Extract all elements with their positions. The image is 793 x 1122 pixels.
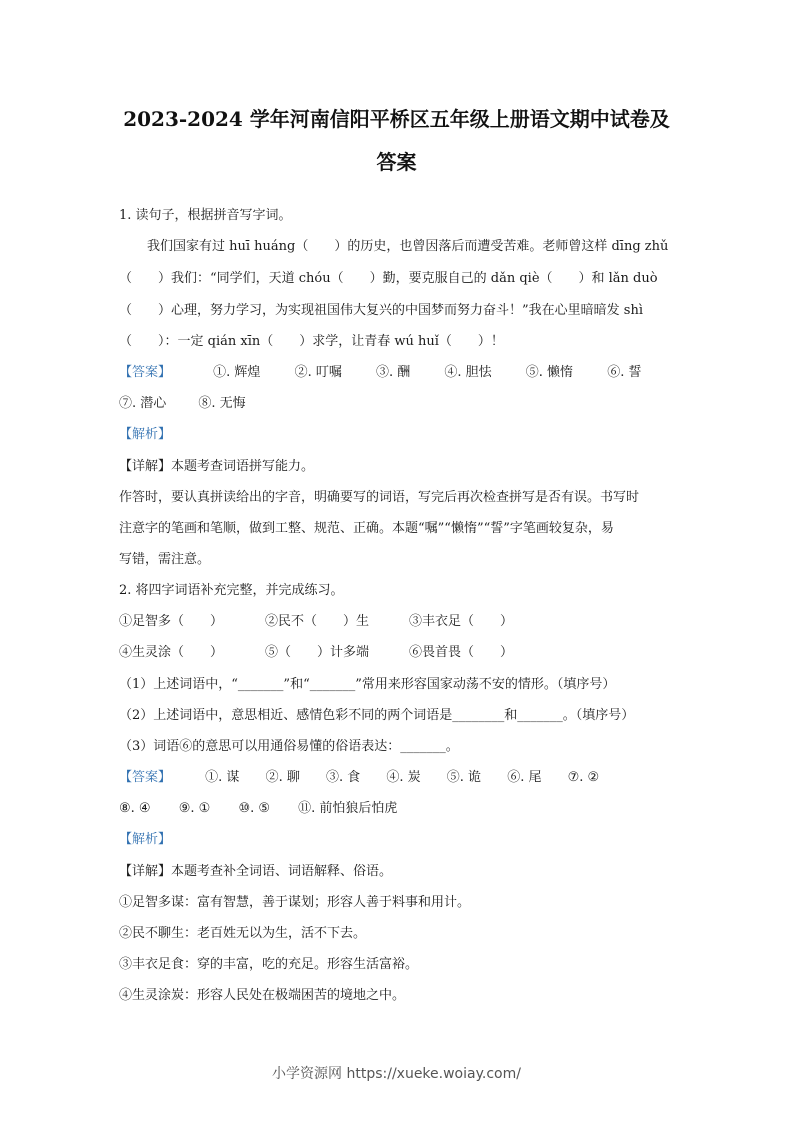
q2-row: ④生灵涂（ ） ⑤（ ）计多端 ⑥畏首畏（ ） [119,645,514,660]
detail-line: 注意字的笔画和笔顺，做到工整、规范、正确。本题“嘱”“懒惰”“誓”字笔画较复杂，易 [119,521,614,536]
detail-line: ④生灵涂炭：形容人民处在极端困苦的境地之中。 [119,988,406,1003]
q2-sub: （2）上述词语中，意思相近、感情色彩不同的两个词语是________和_______。（填序号） [119,708,635,723]
q1-passage-line: （ ）我们：“同学们，天道 chóu（ ）勤，要克服自己的 dǎn qiè（ ）和 lǎn duò [119,271,658,286]
detail-line: ①足智多谋：富有智慧，善于谋划；形容人善于料事和用计。 [119,895,471,910]
answer-label: 【答案】 [119,365,172,380]
detail-line: 作答时，要认真拼读给出的字音，明确要写的词语，写完后再次检查拼写是否有误。书写时 [119,490,640,505]
detail-line: 写错，需注意。 [119,552,211,567]
q2-sub: （3）词语⑥的意思可以用通俗易懂的俗语表达：_______。 [119,739,459,754]
q2-row: ①足智多（ ） ②民不（ ）生 ③丰衣足（ ） [119,614,514,629]
detail-line: ②民不聊生：老百姓无以为生，活不下去。 [119,926,367,941]
q2-stem: 2. 将四字词语补充完整，并完成练习。 [119,583,344,598]
analysis-label: 【解析】 [119,832,172,847]
document-title-cont: 答案 [376,150,417,174]
document-title: 2023-2024 学年河南信阳平桥区五年级上册语文期中试卷及 [123,107,670,131]
q2-sub: （1）上述词语中，“_______”和“_______”常用来形容国家动荡不安的情形。（填序号） [119,677,616,692]
q2-answer-line: 【答案】 ①. 谋 ②. 聊 ③. 食 ④. 炭 ⑤. 诡 ⑥. 尾 ⑦. ② [119,770,600,785]
q2-answer-line: ⑧. ④ ⑨. ① ⑩. ⑤ ⑪. 前怕狼后怕虎 [119,801,398,816]
detail-line: ③丰衣足食：穿的丰富，吃的充足。形容生活富裕。 [119,957,419,972]
q1-answer-line: ⑦. 潜心 ⑧. 无悔 [119,396,246,411]
analysis-label: 【解析】 [119,427,172,442]
footer-watermark: 小学资源网 https://xueke.woiay.com/ [272,1066,521,1082]
q1-passage-line: 我们国家有过 huī huáng（ ）的历史，也曾因落后而遭受苦难。老师曾这样 dīng zhǔ [147,239,669,254]
q1-answer-line: 【答案】 ①. 辉煌 ②. 叮嘱 ③. 酬 ④. 胆怯 ⑤. 懒惰 ⑥. 誓 [119,365,642,380]
detail-line: 【详解】本题考查词语拼写能力。 [119,459,315,474]
q1-stem: 1. 读句子，根据拼音写字词。 [119,208,292,223]
q1-passage-line: （ ）心理，努力学习，为实现祖国伟大复兴的中国梦而努力奋斗！”我在心里暗暗发 shì [119,303,643,318]
answer-label: 【答案】 [119,770,172,785]
q1-passage-line: （ ）：一定 qián xīn（ ）求学，让青春 wú huǐ（ ）！ [119,334,504,349]
detail-line: 【详解】本题考查补全词语、词语解释、俗语。 [119,864,393,879]
